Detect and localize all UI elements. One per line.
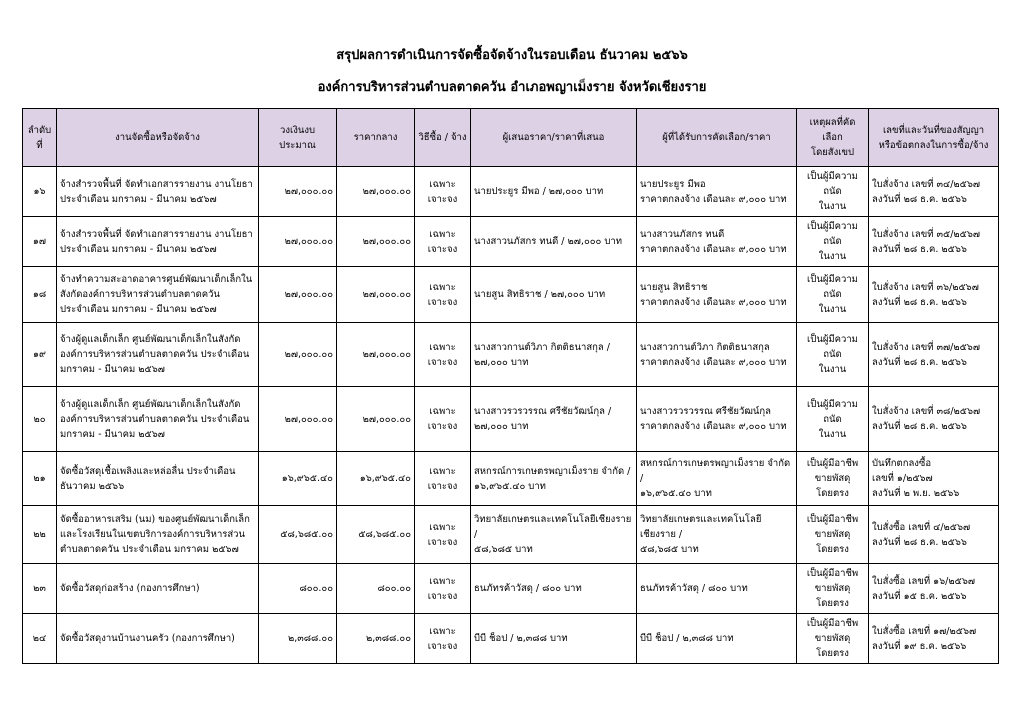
cell-budget: ๒๗,๐๐๐.๐๐ [259,217,337,267]
cell-reason: เป็นผู้มีอาชีพ ขายพัสดุโดยตรง [797,452,869,506]
cell-budget: ๒๗,๐๐๐.๐๐ [259,267,337,323]
cell-median-price: ๒,๓๘๘.๐๐ [337,614,415,664]
cell-contract: ใบสั่งจ้าง เลขที่ ๓๕/๒๕๖๗ ลงวันที่ ๒๘ ธ.ค. ๒๕๖๖ [869,217,999,267]
cell-budget: ๘๐๐.๐๐ [259,564,337,614]
cell-contract: ใบสั่งจ้าง เลขที่ ๓๔/๒๕๖๗ ลงวันที่ ๒๘ ธ.ค. ๒๕๖๖ [869,167,999,217]
procurement-table [22,108,999,664]
cell-method: เฉพาะเจาะจง [415,506,471,564]
cell-contract: บันทึกตกลงซื้อ เลขที่ ๑/๒๕๖๗ ลงวันที่ ๒ พ.ย. ๒๕๖๖ [869,452,999,506]
report-title: สรุปผลการดำเนินการจัดซื้อจัดจ้างในรอบเดือน ธันวาคม ๒๕๖๖ [336,48,688,63]
table-body [23,167,999,664]
cell-no: ๒๔ [23,614,57,664]
table-row [23,506,999,564]
header-method: วิธีซื้อ / จ้าง [415,109,471,167]
table-row [23,564,999,614]
table-row [23,267,999,323]
cell-method: เฉพาะเจาะจง [415,323,471,387]
cell-method: เฉพาะเจาะจง [415,452,471,506]
cell-median-price: ๒๗,๐๐๐.๐๐ [337,267,415,323]
cell-selected: สหกรณ์การเกษตรพญาเม็งราย จำกัด / ๑๖,๙๖๕.๔๐ บาท [637,452,797,506]
cell-item: จ้างผู้ดูแลเด็กเล็ก ศูนย์พัฒนาเด็กเล็กในสังกัด องค์การบริหารส่วนตำบลตาดควัน ประจำเดือน มกราคม - มีนาคม ๒๕๖๗ [57,323,259,387]
cell-median-price: ๕๘,๖๘๕.๐๐ [337,506,415,564]
table-row [23,323,999,387]
cell-median-price: ๒๗,๐๐๐.๐๐ [337,217,415,267]
cell-contract: ใบสั่งซื้อ เลขที่ ๑๖/๒๕๖๗ ลงวันที่ ๑๕ ธ.ค. ๒๕๖๖ [869,564,999,614]
cell-item: จ้างสำรวจพื้นที่ จัดทำเอกสารรายงาน งานโยธา ประจำเดือน มกราคม - มีนาคม ๒๕๖๗ [57,167,259,217]
cell-bidder: นางสาวกานต์วิภา กิตติธนาสกุล / ๒๗,๐๐๐ บาท [471,323,637,387]
cell-selected: นางสาวกานต์วิภา กิตติธนาสกุล ราคาตกลงจ้าง เดือนละ ๙,๐๐๐ บาท [637,323,797,387]
cell-bidder: นายสูน สิทธิราช / ๒๗,๐๐๐ บาท [471,267,637,323]
cell-item: จ้างสำรวจพื้นที่ จัดทำเอกสารรายงาน งานโยธา ประจำเดือน มกราคม - มีนาคม ๒๕๖๗ [57,217,259,267]
cell-bidder: วิทยาลัยเกษตรและเทคโนโลยีเชียงราย / ๕๘,๖๘๕ บาท [471,506,637,564]
cell-method: เฉพาะเจาะจง [415,614,471,664]
cell-reason: เป็นผู้มีความถนัด ในงาน [797,217,869,267]
cell-method: เฉพาะเจาะจง [415,267,471,323]
cell-no: ๑๗ [23,217,57,267]
cell-bidder: นางสาวนภัสกร ทนดี / ๒๗,๐๐๐ บาท [471,217,637,267]
header-selected: ผู้ที่ได้รับการคัดเลือก/ราคา [637,109,797,167]
cell-item: จ้างผู้ดูแลเด็กเล็ก ศูนย์พัฒนาเด็กเล็กในสังกัด องค์การบริหารส่วนตำบลตาดควัน ประจำเดือน มกราคม - มีนาคม ๒๕๖๗ [57,387,259,452]
header-bidder: ผู้เสนอราคา/ราคาที่เสนอ [471,109,637,167]
cell-bidder: สหกรณ์การเกษตรพญาเม็งราย จำกัด / ๑๖,๙๖๕.๔๐ บาท [471,452,637,506]
organization-title: องค์การบริหารส่วนตำบลตาดควัน อำเภอพญาเม็งราย จังหวัดเชียงราย [317,80,707,95]
cell-bidder: ธนภัทรค้าวัสดุ / ๘๐๐ บาท [471,564,637,614]
cell-no: ๒๐ [23,387,57,452]
cell-reason: เป็นผู้มีความถนัด ในงาน [797,167,869,217]
cell-selected: นางสาวนภัสกร ทนดี ราคาตกลงจ้าง เดือนละ ๙,๐๐๐ บาท [637,217,797,267]
cell-bidder: บีบี ช็อป / ๒,๓๘๘ บาท [471,614,637,664]
cell-no: ๑๙ [23,323,57,387]
cell-selected: บีบี ช็อป / ๒,๓๘๘ บาท [637,614,797,664]
cell-no: ๒๑ [23,452,57,506]
header-no: ลำดับที่ [23,109,57,167]
cell-no: ๑๖ [23,167,57,217]
cell-selected: ธนภัทรค้าวัสดุ / ๘๐๐ บาท [637,564,797,614]
table-header [23,109,999,167]
cell-budget: ๑๖,๙๖๕.๔๐ [259,452,337,506]
cell-contract: ใบสั่งจ้าง เลขที่ ๓๖/๒๕๖๗ ลงวันที่ ๒๘ ธ.ค. ๒๕๖๖ [869,267,999,323]
cell-contract: ใบสั่งซื้อ เลขที่ ๑๗/๒๕๖๗ ลงวันที่ ๑๙ ธ.ค. ๒๕๖๖ [869,614,999,664]
cell-reason: เป็นผู้มีความถนัด ในงาน [797,267,869,323]
cell-bidder: นางสาวรวรวรรณ ศรีชัยวัฒน์กุล / ๒๗,๐๐๐ บาท [471,387,637,452]
header-budget: วงเงินงบประมาณ [259,109,337,167]
cell-contract: ใบสั่งจ้าง เลขที่ ๓๗/๒๕๖๗ ลงวันที่ ๒๘ ธ.ค. ๒๕๖๖ [869,323,999,387]
cell-contract: ใบสั่งซื้อ เลขที่ ๔/๒๕๖๗ ลงวันที่ ๒๘ ธ.ค. ๒๕๖๖ [869,506,999,564]
cell-reason: เป็นผู้มีอาชีพ ขายพัสดุโดยตรง [797,564,869,614]
cell-contract: ใบสั่งจ้าง เลขที่ ๓๘/๒๕๖๗ ลงวันที่ ๒๘ ธ.ค. ๒๕๖๖ [869,387,999,452]
cell-budget: ๒๗,๐๐๐.๐๐ [259,167,337,217]
table-row [23,217,999,267]
cell-no: ๒๒ [23,506,57,564]
cell-reason: เป็นผู้มีอาชีพ ขายพัสดุโดยตรง [797,614,869,664]
cell-selected: นายประยูร มีพอ ราคาตกลงจ้าง เดือนละ ๙,๐๐๐ บาท [637,167,797,217]
table-row [23,167,999,217]
cell-item: จ้างทำความสะอาดอาคารศูนย์พัฒนาเด็กเล็กใน สังกัดองค์การบริหารส่วนตำบลตาดควัน ประจำเดือน มกราคม - มีนาคม ๒๕๖๗ [57,267,259,323]
cell-method: เฉพาะเจาะจง [415,167,471,217]
cell-item: จัดซื้อวัสดุเชื้อเพลิงและหล่อลื่น ประจำเดือน ธันวาคม ๒๕๖๖ [57,452,259,506]
table-row [23,387,999,452]
cell-item: จัดซื้ออาหารเสริม (นม) ของศูนย์พัฒนาเด็กเล็ก และโรงเรียนในเขตบริการองค์การบริหารส่วน ตำบลตาดควัน ประจำเดือน มกราคม ๒๕๖๗ [57,506,259,564]
cell-budget: ๒๗,๐๐๐.๐๐ [259,323,337,387]
header-reason: เหตุผลที่คัดเลือก โดยสังเขป [797,109,869,167]
table-row [23,452,999,506]
cell-median-price: ๘๐๐.๐๐ [337,564,415,614]
cell-budget: ๕๘,๖๘๕.๐๐ [259,506,337,564]
cell-budget: ๒๗,๐๐๐.๐๐ [259,387,337,452]
cell-item: จัดซื้อวัสดุก่อสร้าง (กองการศึกษา) [57,564,259,614]
cell-selected: นางสาวรวรวรรณ ศรีชัยวัฒน์กุล ราคาตกลงจ้าง เดือนละ ๙,๐๐๐ บาท [637,387,797,452]
cell-reason: เป็นผู้มีความถนัด ในงาน [797,387,869,452]
cell-budget: ๒,๓๘๘.๐๐ [259,614,337,664]
cell-item: จัดซื้อวัสดุงานบ้านงานครัว (กองการศึกษา) [57,614,259,664]
cell-median-price: ๒๗,๐๐๐.๐๐ [337,323,415,387]
header-median-price: ราคากลาง [337,109,415,167]
table-row [23,614,999,664]
cell-no: ๑๘ [23,267,57,323]
cell-method: เฉพาะเจาะจง [415,564,471,614]
cell-reason: เป็นผู้มีอาชีพ ขายพัสดุโดยตรง [797,506,869,564]
cell-no: ๒๓ [23,564,57,614]
header-contract: เลขที่และวันที่ของสัญญา หรือข้อตกลงในการซื้อ/จ้าง [869,109,999,167]
cell-method: เฉพาะเจาะจง [415,217,471,267]
cell-method: เฉพาะเจาะจง [415,387,471,452]
cell-median-price: ๑๖,๙๖๕.๔๐ [337,452,415,506]
cell-median-price: ๒๗,๐๐๐.๐๐ [337,167,415,217]
cell-bidder: นายประยูร มีพอ / ๒๗,๐๐๐ บาท [471,167,637,217]
cell-median-price: ๒๗,๐๐๐.๐๐ [337,387,415,452]
cell-reason: เป็นผู้มีความถนัด ในงาน [797,323,869,387]
cell-selected: นายสูน สิทธิราช ราคาตกลงจ้าง เดือนละ ๙,๐๐๐ บาท [637,267,797,323]
header-item: งานจัดซื้อหรือจัดจ้าง [57,109,259,167]
cell-selected: วิทยาลัยเกษตรและเทคโนโลยีเชียงราย / ๕๘,๖๘๕ บาท [637,506,797,564]
